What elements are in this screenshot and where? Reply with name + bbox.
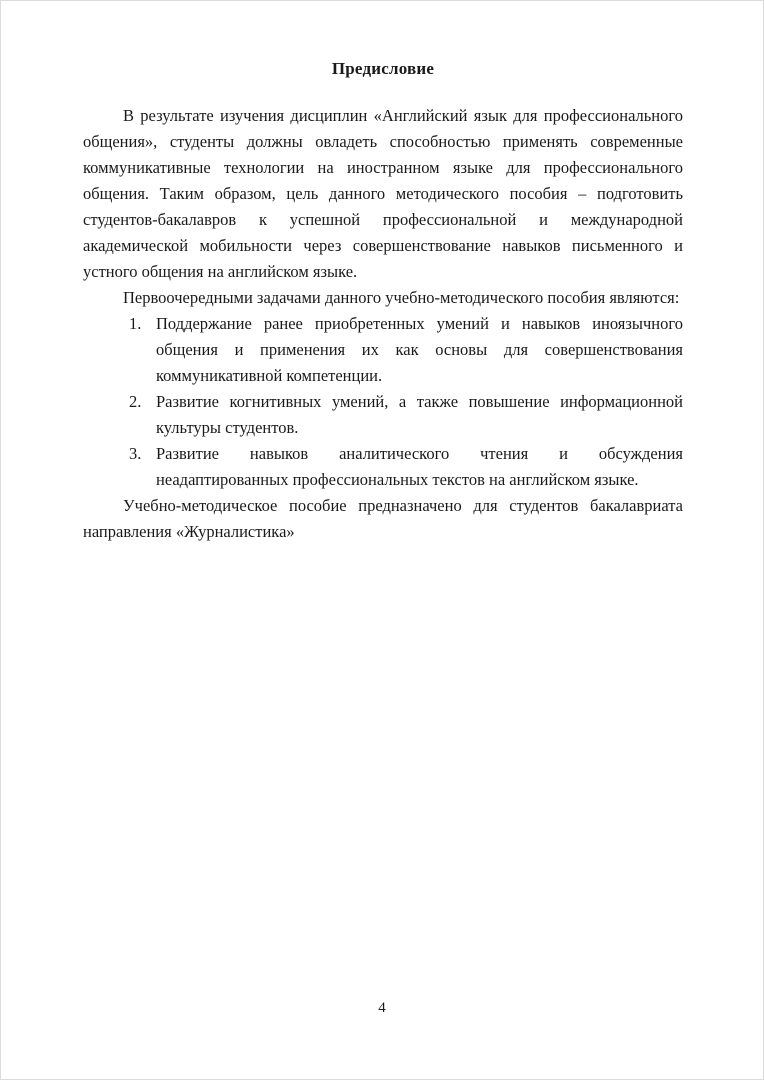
list-item <box>83 389 683 441</box>
page-title: Предисловие <box>331 59 435 78</box>
list-item <box>83 441 683 493</box>
list-item-text: Поддержание ранее приобретенных умений и навыков иноязычного общения и применения их как основы для совершенствования коммуникативной компетенции. <box>156 314 683 385</box>
paragraph-intro: В результате изучения дисциплин «Английский язык для профессионального общения», студенты должны овладеть способностью применять современные коммуникативные технологии на иностранном языке для профессионального общения. Таким образом, цель данного методического пособия – подготовить студентов-бакалавров к успешной профессиональной и международной академической мобильности через совершенствование навыков письменного и устного общения на английском языке. <box>83 106 683 281</box>
numbered-list <box>83 311 683 493</box>
page-number: 4 <box>378 1000 386 1016</box>
paragraph-tasks-lead: Первоочередными задачами данного учебно-методического пособия являются: <box>123 288 680 307</box>
list-item-number: 1. <box>129 314 142 333</box>
list-item-text: Развитие когнитивных умений, а также повышение информационной культуры студентов. <box>156 392 683 437</box>
list-item-number: 2. <box>129 392 142 411</box>
list-item-text: Развитие навыков аналитического чтения и обсуждения неадаптированных профессиональных текстов на английском языке. <box>156 444 683 489</box>
list-item-number: 3. <box>129 444 142 463</box>
list-item <box>83 311 683 389</box>
page-content <box>83 59 683 545</box>
paragraph-closing: Учебно-методическое пособие предназначено для студентов бакалавриата направления «Журналистика» <box>83 496 683 541</box>
